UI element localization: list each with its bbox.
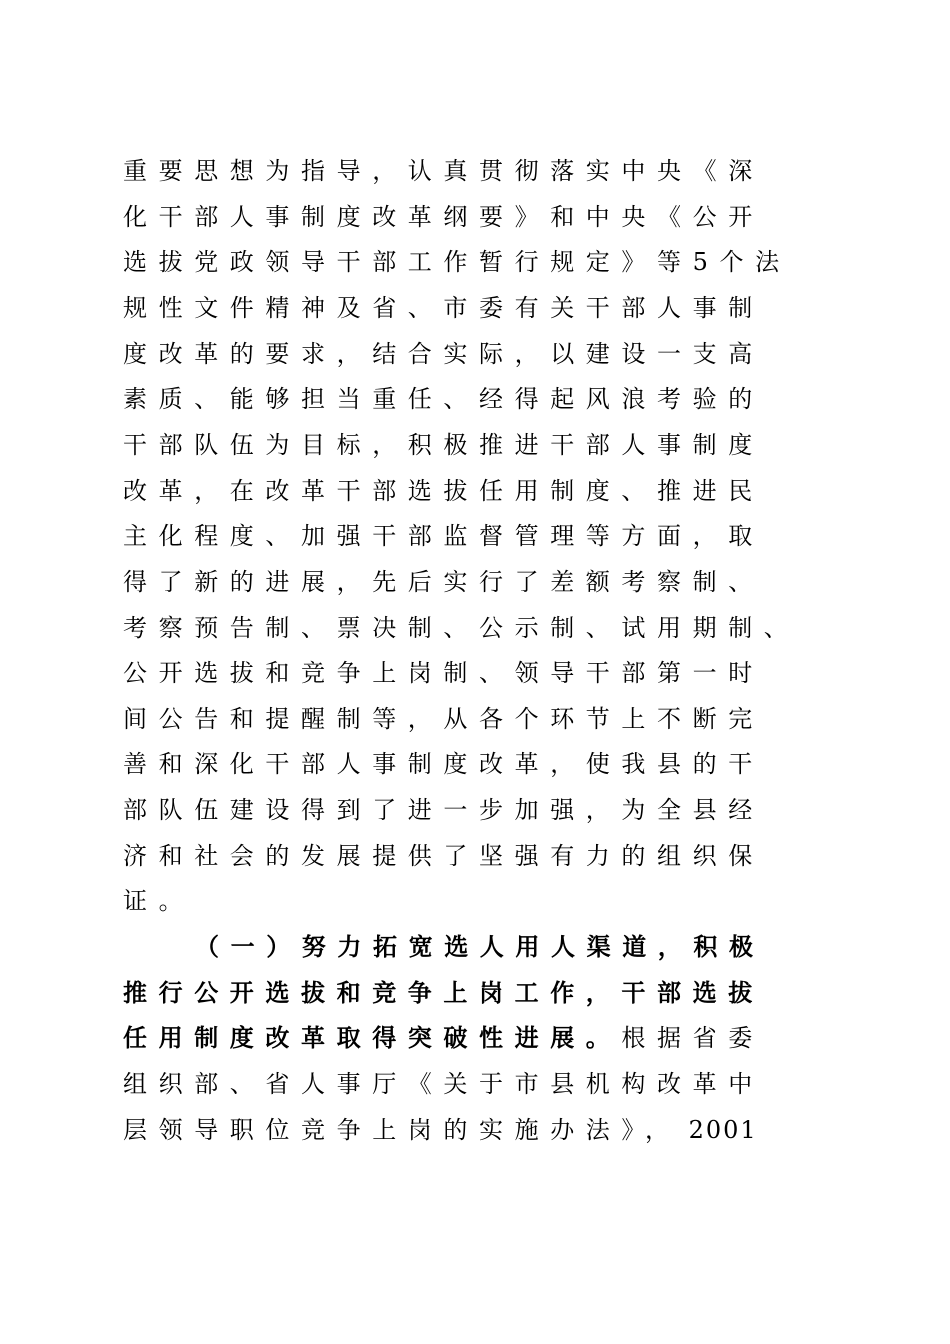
paragraph-line: 重要思想为指导，认真贯彻落实中央《深 [123, 157, 764, 185]
section-heading: 任用制度改革取得突破性进展。 [123, 1023, 622, 1052]
paragraph-line [123, 1115, 763, 1145]
paragraph-line: 化干部人事制度改革纲要》和中央《公开 [123, 203, 764, 231]
paragraph-line: 公开选拔和竞争上岗制、领导干部第一时 [123, 659, 764, 687]
paragraph-line: 善和深化干部人事制度改革，使我县的干 [123, 750, 764, 778]
body-text: 层领导职位竞争上岗的实施办法》， [123, 1116, 681, 1144]
paragraph-line: 干部队伍为目标，积极推进干部人事制度 [123, 431, 764, 459]
year-number: 2001 [688, 1116, 758, 1144]
paragraph-line: 改革，在改革干部选拔任用制度、推进民 [123, 477, 764, 505]
paragraph-line: 证。 [123, 887, 195, 915]
paragraph-line: 主化程度、加强干部监督管理等方面，取 [123, 522, 764, 550]
paragraph-line: 组织部、省人事厅《关于市县机构改革中 [123, 1070, 764, 1098]
paragraph-line: 济和社会的发展提供了坚强有力的组织保 [123, 842, 764, 870]
paragraph-line: 得了新的进展，先后实行了差额考察制、 [123, 568, 764, 596]
paragraph-line: 度改革的要求，结合实际，以建设一支高 [123, 340, 764, 368]
paragraph-line: 素质、能够担当重任、经得起风浪考验的 [123, 385, 764, 413]
paragraph-line [123, 1023, 763, 1053]
paragraph-line: 考察预告制、票决制、公示制、试用期制、 [123, 614, 800, 642]
body-text: 根据省委 [621, 1024, 764, 1052]
paragraph-line: 间公告和提醒制等，从各个环节上不断完 [123, 705, 764, 733]
paragraph-line: 选拔党政领导干部工作暂行规定》等5个法 [123, 248, 791, 276]
paragraph-line: 规性文件精神及省、市委有关干部人事制 [123, 294, 764, 322]
paragraph-line: 部队伍建设得到了进一步加强，为全县经 [123, 796, 764, 824]
section-heading: （一）努力拓宽选人用人渠道，积极 [195, 932, 765, 961]
section-heading: 推行公开选拔和竞争上岗工作，干部选拔 [123, 978, 764, 1007]
